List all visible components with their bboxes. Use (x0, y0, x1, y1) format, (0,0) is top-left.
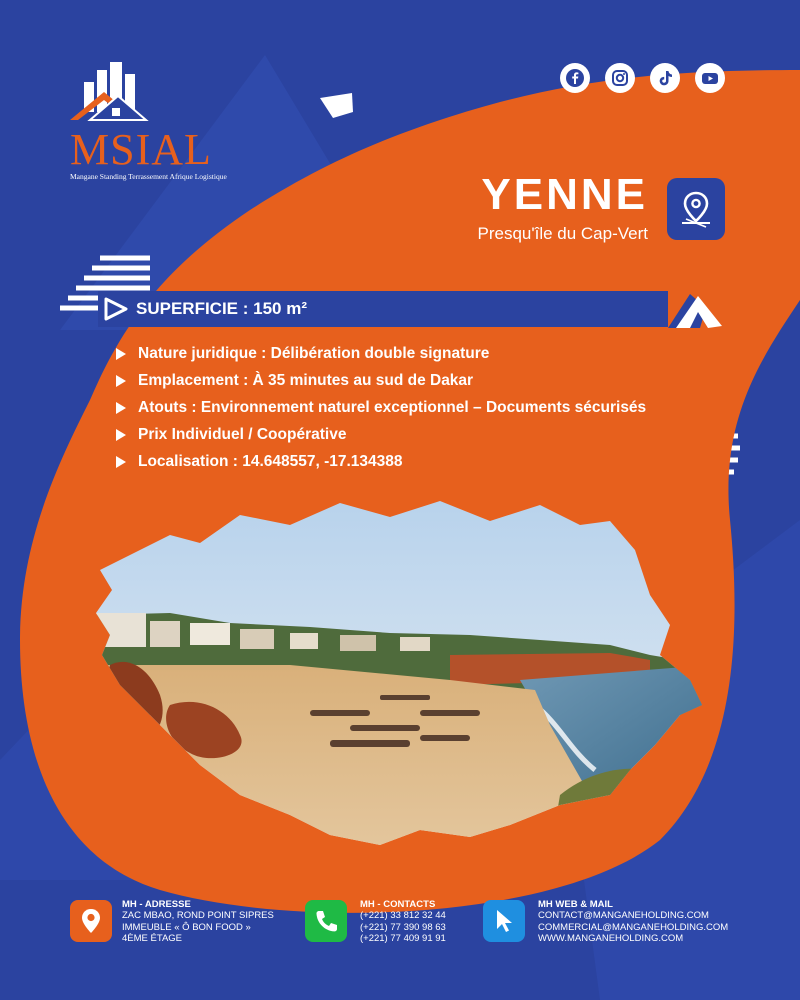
list-item: Localisation : 14.648557, -17.134388 (116, 448, 646, 475)
beach-photo (90, 495, 710, 855)
footer-web (538, 899, 728, 945)
page-subtitle: Presqu'île du Cap-Vert (477, 224, 648, 243)
footer-web-title: MH WEB & MAIL (538, 899, 613, 910)
footer-address (122, 899, 274, 945)
bullet-arrow-icon (116, 429, 126, 441)
footer-contacts (360, 899, 446, 945)
bullet-arrow-icon (116, 375, 126, 387)
footer-email[interactable]: CONTACT@MANGANEHOLDING.COM (538, 910, 709, 921)
footer-address-line: 4ÈME ÉTAGE (122, 933, 183, 944)
list-item: Nature juridique : Délibération double signature (116, 340, 646, 367)
facebook-icon[interactable] (560, 63, 590, 93)
footer-phone[interactable]: (+221) 77 409 91 91 (360, 933, 446, 944)
phone-icon (305, 900, 347, 942)
map-pin-icon[interactable] (667, 178, 725, 240)
page-title: YENNE (481, 170, 648, 219)
footer-website-link[interactable]: WWW.MANGANEHOLDING.COM (538, 933, 684, 944)
footer-email[interactable]: COMMERCIAL@MANGANEHOLDING.COM (538, 921, 729, 933)
bullet-arrow-icon (116, 402, 126, 414)
logo-tagline: Mangane Standing Terrassement Afrique Logistique (70, 172, 227, 181)
tiktok-icon[interactable] (650, 63, 680, 93)
location-icon (70, 900, 112, 942)
footer-address-line: ZAC MBAO, ROND POINT SIPRES (122, 910, 274, 921)
youtube-icon[interactable] (695, 63, 725, 93)
bullet-arrow-icon (116, 456, 126, 468)
superficie-label: SUPERFICIE : 150 m² (136, 299, 307, 318)
play-arrow-icon (103, 297, 129, 321)
details-list (116, 340, 646, 475)
cursor-icon (483, 900, 525, 942)
list-item: Prix Individuel / Coopérative (116, 421, 646, 448)
footer-phone[interactable]: (+221) 33 812 32 44 (360, 910, 446, 921)
list-item: Atouts : Environnement naturel exceptionnel – Documents sécurisés (116, 394, 646, 421)
logo-name: MSIAL (70, 125, 212, 174)
footer-address-line: IMMEUBLE « Ô BON FOOD » (122, 921, 251, 933)
instagram-icon[interactable] (605, 63, 635, 93)
logo-graphic (70, 62, 152, 132)
footer-contacts-title: MH - CONTACTS (360, 899, 436, 910)
footer-address-title: MH - ADRESSE (122, 899, 191, 910)
bullet-arrow-icon (116, 348, 126, 360)
list-item: Emplacement : À 35 minutes au sud de Dakar (116, 367, 646, 394)
footer-phone[interactable]: (+221) 77 390 98 63 (360, 921, 446, 933)
